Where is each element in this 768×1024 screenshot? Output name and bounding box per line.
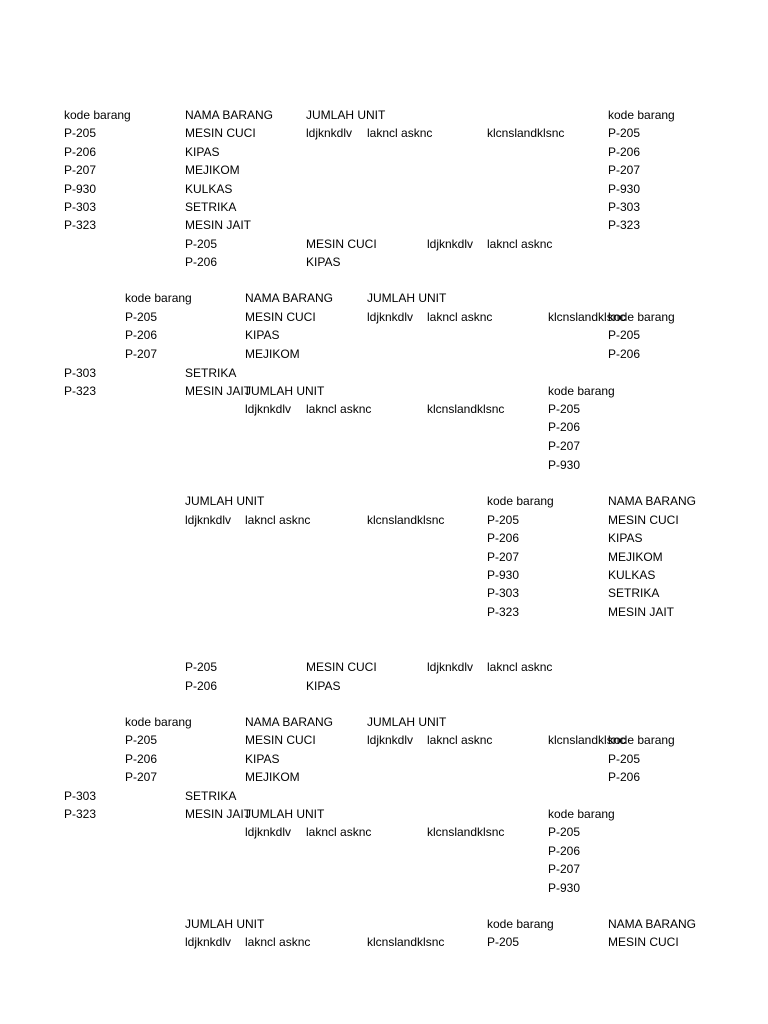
sheet-cell: lakncl asknc	[427, 310, 493, 324]
sheet-cell: NAMA BARANG	[185, 108, 274, 122]
sheet-cell: P-207	[608, 163, 641, 177]
sheet-cell: kode barang	[487, 917, 554, 931]
sheet-cell: MEJIKOM	[608, 550, 663, 564]
sheet-cell: lakncl asknc	[487, 660, 553, 674]
sheet-cell: P-930	[487, 568, 520, 582]
sheet-cell: MEJIKOM	[245, 347, 300, 361]
sheet-cell: MESIN JAIT	[608, 605, 675, 619]
sheet-cell: lakncl asknc	[245, 935, 311, 949]
sheet-cell: klcnslandklsnc	[487, 126, 565, 140]
sheet-cell: P-207	[125, 770, 158, 784]
sheet-cell: NAMA BARANG	[245, 291, 334, 305]
sheet-cell: P-205	[125, 733, 158, 747]
sheet-cell: MESIN CUCI	[608, 935, 679, 949]
sheet-cell: P-930	[548, 458, 581, 472]
sheet-cell: P-206	[487, 531, 520, 545]
sheet-cell: lakncl asknc	[306, 825, 372, 839]
sheet-cell: P-207	[548, 439, 581, 453]
sheet-cell: KIPAS	[608, 531, 643, 545]
sheet-cell: NAMA BARANG	[608, 917, 697, 931]
sheet-cell: P-205	[608, 328, 641, 342]
sheet-cell: JUMLAH UNIT	[245, 807, 325, 821]
sheet-cell: ldjknkdlv	[185, 935, 232, 949]
sheet-cell: KULKAS	[185, 182, 233, 196]
sheet-cell: kode barang	[125, 291, 192, 305]
sheet-cell: P-205	[185, 237, 218, 251]
sheet-cell: JUMLAH UNIT	[185, 494, 265, 508]
sheet-cell: P-205	[125, 310, 158, 324]
sheet-cell: SETRIKA	[185, 366, 237, 380]
sheet-cell: P-205	[487, 935, 520, 949]
sheet-cell: JUMLAH UNIT	[306, 108, 386, 122]
sheet-cell: P-206	[548, 420, 581, 434]
sheet-cell: kode barang	[487, 494, 554, 508]
sheet-cell: P-303	[487, 586, 520, 600]
sheet-cell: ldjknkdlv	[427, 660, 474, 674]
sheet-cell: MESIN CUCI	[608, 513, 679, 527]
sheet-cell: lakncl asknc	[487, 237, 553, 251]
sheet-cell: MESIN JAIT	[185, 218, 252, 232]
sheet-cell: P-207	[64, 163, 97, 177]
sheet-cell: ldjknkdlv	[367, 733, 414, 747]
sheet-cell: P-205	[548, 825, 581, 839]
sheet-cell: MEJIKOM	[185, 163, 240, 177]
sheet-cell: P-930	[608, 182, 641, 196]
sheet-cell: P-206	[125, 328, 158, 342]
sheet-cell: KIPAS	[245, 328, 280, 342]
sheet-cell: KIPAS	[306, 679, 341, 693]
sheet-cell: P-205	[64, 126, 97, 140]
sheet-cell: P-303	[608, 200, 641, 214]
sheet-cell: kode barang	[608, 108, 675, 122]
sheet-cell: P-205	[608, 126, 641, 140]
sheet-cell: klcnslandklsnc	[427, 402, 505, 416]
sheet-cell: klcnslandklsnc	[367, 935, 445, 949]
sheet-cell: P-205	[548, 402, 581, 416]
sheet-cell: MEJIKOM	[245, 770, 300, 784]
sheet-cell: P-207	[548, 862, 581, 876]
sheet-cell: kode barang	[64, 108, 131, 122]
sheet-cell: MESIN CUCI	[306, 237, 377, 251]
sheet-cell: MESIN JAIT	[185, 807, 252, 821]
sheet-cell: P-205	[487, 513, 520, 527]
sheet-cell: P-323	[487, 605, 520, 619]
sheet-cell: P-323	[64, 384, 97, 398]
sheet-cell: klcnslandklsnc	[367, 513, 445, 527]
sheet-cell: ldjknkdlv	[427, 237, 474, 251]
sheet-cell: klcnslandklsnc	[548, 733, 626, 747]
sheet-cell: P-930	[64, 182, 97, 196]
sheet-cell: P-205	[608, 752, 641, 766]
sheet-cell: P-206	[185, 255, 218, 269]
sheet-cell: P-323	[64, 807, 97, 821]
sheet-cell: P-206	[125, 752, 158, 766]
sheet-cell: kode barang	[608, 310, 675, 324]
sheet-cell: ldjknkdlv	[367, 310, 414, 324]
sheet-cell: KULKAS	[608, 568, 656, 582]
sheet-cell: klcnslandklsnc	[548, 310, 626, 324]
sheet-cell: kode barang	[125, 715, 192, 729]
sheet-cell: P-323	[608, 218, 641, 232]
sheet-cell: P-206	[548, 844, 581, 858]
sheet-cell: P-206	[64, 145, 97, 159]
sheet-cell: P-206	[608, 347, 641, 361]
sheet-cell: ldjknkdlv	[245, 825, 292, 839]
sheet-cell: KIPAS	[245, 752, 280, 766]
sheet-cell: P-303	[64, 200, 97, 214]
sheet-cell: kode barang	[608, 733, 675, 747]
sheet-cell: MESIN CUCI	[245, 733, 316, 747]
sheet-cell: kode barang	[548, 384, 615, 398]
sheet-cell: P-206	[185, 679, 218, 693]
sheet-cell: KIPAS	[185, 145, 220, 159]
sheet-cell: ldjknkdlv	[245, 402, 292, 416]
sheet-cell: P-205	[185, 660, 218, 674]
sheet-cell: P-323	[64, 218, 97, 232]
sheet-cell: lakncl asknc	[306, 402, 372, 416]
sheet-cell: ldjknkdlv	[306, 126, 353, 140]
sheet-cell: lakncl asknc	[427, 733, 493, 747]
sheet-cell: ldjknkdlv	[185, 513, 232, 527]
sheet-cell: lakncl asknc	[245, 513, 311, 527]
sheet-cell: JUMLAH UNIT	[367, 291, 447, 305]
sheet-cell: MESIN CUCI	[185, 126, 256, 140]
sheet-cell: P-303	[64, 789, 97, 803]
sheet-cell: KIPAS	[306, 255, 341, 269]
sheet-cell: lakncl asknc	[367, 126, 433, 140]
sheet-cell: MESIN CUCI	[245, 310, 316, 324]
sheet-cell: JUMLAH UNIT	[185, 917, 265, 931]
sheet-cell: MESIN CUCI	[306, 660, 377, 674]
sheet-cell: SETRIKA	[185, 200, 237, 214]
sheet-cell: P-303	[64, 366, 97, 380]
sheet-cell: P-206	[608, 770, 641, 784]
sheet-cell: NAMA BARANG	[608, 494, 697, 508]
sheet-cell: SETRIKA	[608, 586, 660, 600]
sheet-cell: NAMA BARANG	[245, 715, 334, 729]
sheet-cell: JUMLAH UNIT	[245, 384, 325, 398]
sheet-cell: P-207	[487, 550, 520, 564]
sheet-cell: P-207	[125, 347, 158, 361]
sheet-cell: P-206	[608, 145, 641, 159]
sheet-cell: kode barang	[548, 807, 615, 821]
sheet-cell: SETRIKA	[185, 789, 237, 803]
sheet-cell: MESIN JAIT	[185, 384, 252, 398]
sheet-cell: P-930	[548, 881, 581, 895]
sheet-cell: klcnslandklsnc	[427, 825, 505, 839]
sheet-cell: JUMLAH UNIT	[367, 715, 447, 729]
